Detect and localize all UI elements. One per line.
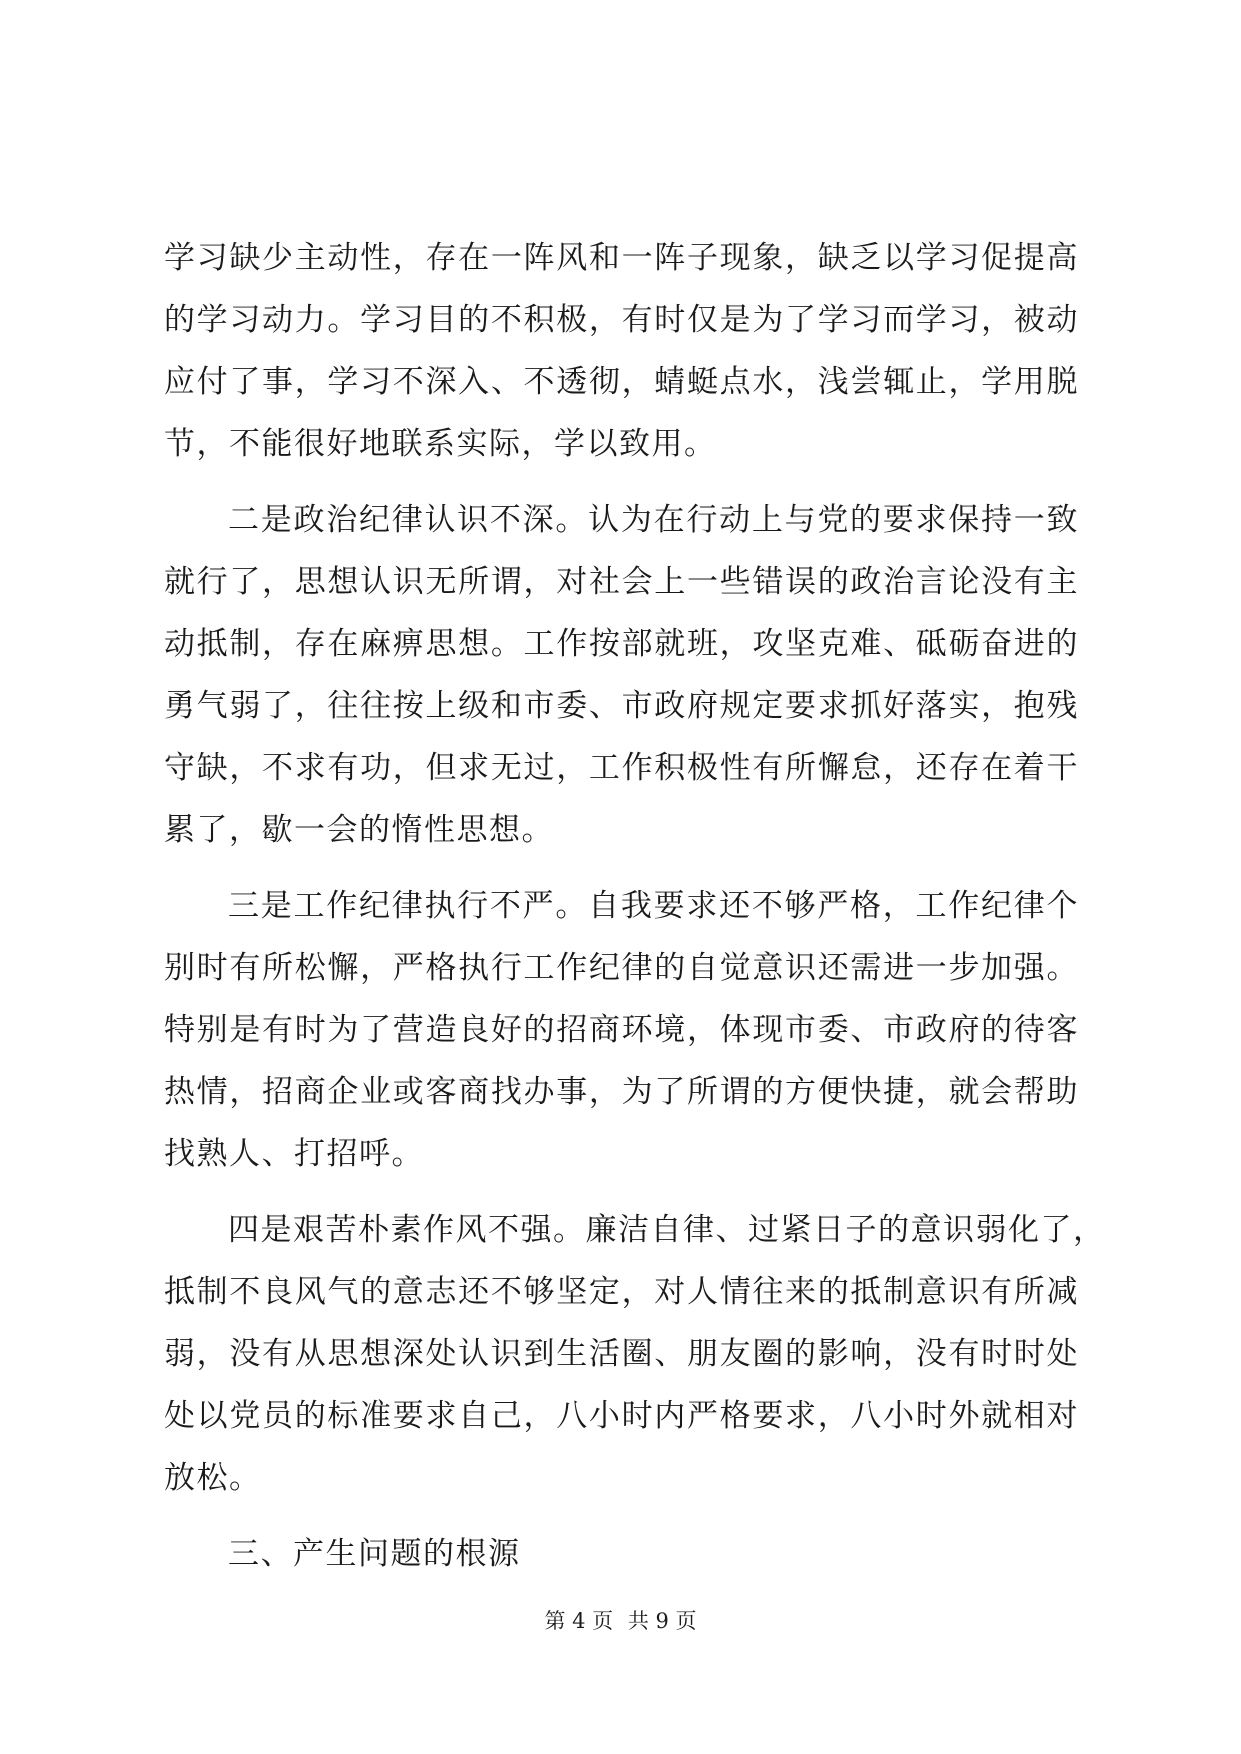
text-line: 放松。	[164, 1460, 262, 1496]
text-line: 抵制不良风气的意志还不够坚定，对人情往来的抵制意识有所减	[164, 1274, 1079, 1310]
text-line: 处以党员的标准要求自己，八小时内严格要求，八小时外就相对	[164, 1398, 1079, 1434]
text-line: 学习缺少主动性，存在一阵风和一阵子现象，缺乏以学习促提高	[164, 240, 1079, 276]
total-pages: 共 9 页	[627, 1609, 697, 1633]
text-line: 四是艰苦朴素作风不强。廉洁自律、过紧日子的意识弱化了，	[228, 1212, 1106, 1248]
text-line: 节，不能很好地联系实际，学以致用。	[164, 426, 717, 462]
text-line: 三是工作纪律执行不严。自我要求还不够严格，工作纪律个	[228, 888, 1079, 924]
text-line: 应付了事，学习不深入、不透彻，蜻蜓点水，浅尝辄止，学用脱	[164, 364, 1079, 400]
heading-text: 三、产生问题的根源	[228, 1536, 521, 1572]
page-footer	[0, 1606, 1241, 1636]
text-line: 守缺，不求有功，但求无过，工作积极性有所懈怠，还存在着干	[164, 750, 1079, 786]
text-line: 二是政治纪律认识不深。认为在行动上与党的要求保持一致	[228, 502, 1079, 538]
text-line: 特别是有时为了营造良好的招商环境，体现市委、市政府的待客	[164, 1012, 1079, 1048]
paragraph-2	[164, 489, 1079, 861]
text-line: 就行了，思想认识无所谓，对社会上一些错误的政治言论没有主	[164, 564, 1079, 600]
paragraph-4	[164, 1199, 1106, 1509]
text-line: 勇气弱了，往往按上级和市委、市政府规定要求抓好落实，抱残	[164, 688, 1079, 724]
current-page-number: 第 4 页	[544, 1609, 614, 1633]
text-line: 热情，招商企业或客商找办事，为了所谓的方便快捷，就会帮助	[164, 1074, 1079, 1110]
text-line: 找熟人、打招呼。	[164, 1136, 424, 1172]
document-body	[164, 227, 1106, 1585]
section-heading	[164, 1523, 1079, 1585]
text-line: 别时有所松懈，严格执行工作纪律的自觉意识还需进一步加强。	[164, 950, 1079, 986]
text-line: 的学习动力。学习目的不积极，有时仅是为了学习而学习，被动	[164, 302, 1079, 338]
paragraph-3	[164, 875, 1079, 1185]
text-line: 动抵制，存在麻痹思想。工作按部就班，攻坚克难、砥砺奋进的	[164, 626, 1079, 662]
paragraph-1	[164, 227, 1079, 475]
text-line: 弱，没有从思想深处认识到生活圈、朋友圈的影响，没有时时处	[164, 1336, 1079, 1372]
text-line: 累了，歇一会的惰性思想。	[164, 812, 554, 848]
